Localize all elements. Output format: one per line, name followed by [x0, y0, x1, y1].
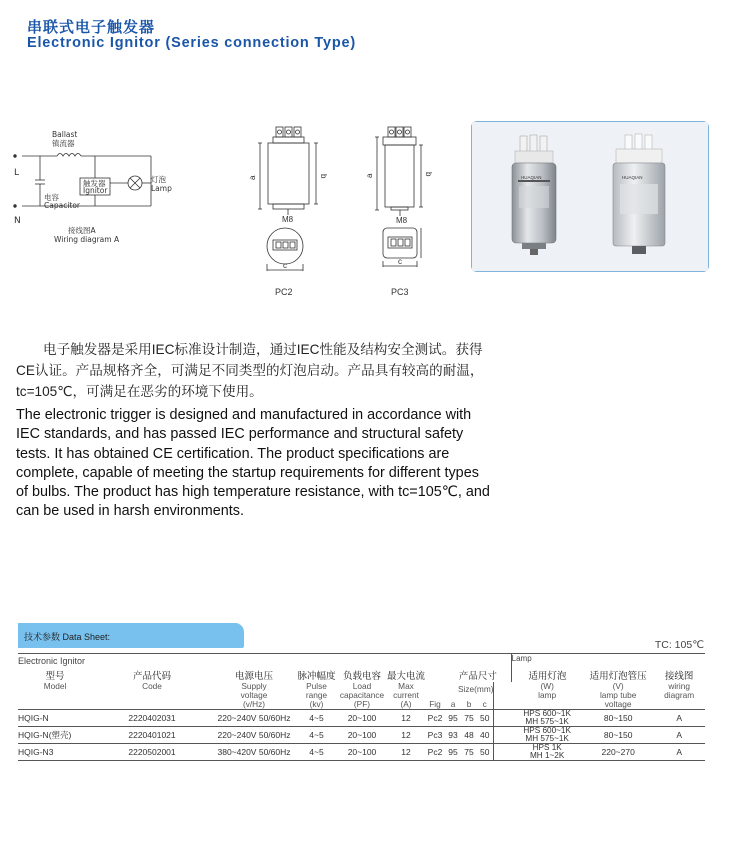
lamp-label-cn: 灯泡 [151, 175, 166, 184]
hdr-voltage-cn: 电源电压 [234, 670, 273, 682]
pc2-dim-a: a [248, 175, 257, 180]
pc3-dim-a: a [365, 173, 374, 178]
wiring-diagram [10, 125, 185, 250]
capacitor-label-en: Capacitor [44, 201, 81, 210]
wiring-caption-cn: 接线图A [68, 226, 96, 235]
cell-lamp: HPS 1K MH 1~2K [529, 743, 565, 760]
header-row-cn [18, 668, 705, 682]
cell-lamp: HPS 600~1K MH 575~1K [523, 726, 571, 743]
hdr-tubev-cn: 适用灯泡管压 [589, 670, 647, 682]
product-photo [471, 121, 709, 272]
cell-wiring: A [676, 713, 682, 723]
ignitor-label-en: Ignitor [83, 186, 108, 195]
cell-pulse: 4~5 [309, 747, 324, 757]
cell-fig: Pc3 [427, 730, 443, 740]
table-group-row [18, 654, 705, 668]
capacitor-label-cn: 电容 [44, 193, 59, 202]
brand-text-right: HUAQIAN [622, 175, 643, 180]
hdr-pulse-cn: 脉冲幅度 [297, 670, 336, 682]
hdr-fig: Fig [429, 699, 441, 709]
table-row [18, 727, 705, 744]
hdr-load-en: Load capacitance (PF) [339, 680, 385, 709]
cell-load: 20~100 [347, 747, 377, 757]
cell-model: HQIG-N3 [18, 747, 54, 757]
hdr-c: c [477, 682, 493, 710]
table-row [18, 744, 705, 761]
cell-tubev: 80~150 [603, 713, 633, 723]
cell-model: HQIG-N [18, 713, 49, 723]
pc3-label: PC3 [391, 287, 409, 297]
hdr-model-en: Model [43, 680, 67, 691]
datasheet-tab [18, 623, 244, 648]
cell-a: 95 [448, 747, 458, 757]
cell-pulse: 4~5 [309, 730, 324, 740]
page-title-cn: 串联式电子触发器 [27, 19, 156, 36]
pc2-label: PC2 [275, 287, 293, 297]
cell-b: 75 [464, 713, 474, 723]
hdr-model-cn: 型号 [45, 670, 65, 682]
hdr-size-en: Size(mm) [458, 684, 494, 694]
cell-tubev: 80~150 [603, 730, 633, 740]
cell-wiring: A [676, 747, 682, 757]
datasheet-tab-label: 技术参数 Data Sheet: [24, 632, 111, 642]
lamp-label-en: Lamp [151, 184, 172, 193]
pc2-dim-c: c [283, 261, 287, 270]
cell-voltage: 220~240V 50/60Hz [217, 713, 291, 723]
cell-voltage: 220~240V 50/60Hz [217, 730, 291, 740]
cell-current: 12 [401, 730, 411, 740]
pc3-outline-drawing [363, 124, 438, 299]
hdr-code-cn: 产品代码 [132, 670, 171, 682]
cell-current: 12 [401, 713, 411, 723]
cell-c: 50 [477, 710, 493, 727]
hdr-tubev-en: (V) lamp tube voltage [599, 680, 637, 709]
cell-a: 95 [448, 713, 458, 723]
hdr-current-cn: 最大电流 [387, 670, 426, 682]
cell-b: 48 [464, 730, 474, 740]
cell-code: 2220402031 [128, 713, 176, 723]
line-n-label: N [14, 216, 21, 226]
spec-table [18, 653, 705, 761]
cell-code: 2220401021 [128, 730, 176, 740]
tc-rating: TC: 105℃ [654, 639, 704, 651]
line-l-label: L [14, 168, 20, 178]
pc2-thread: M8 [282, 215, 294, 224]
hdr-lamp-en: (W) lamp [538, 680, 557, 700]
brand-text-left: HUAQIAN [521, 175, 542, 180]
description-en: The electronic trigger is designed and manufactured in accordance with IEC standards, and has passed IEC performance and structural safety tests. It has obtained CE certification. The product specifications are complete, capable of meeting the startup requirements for different types of bulbs. The product has high temperature resistance, with tc=105℃, and can be used in harsh environments. [16, 407, 490, 520]
page-title-en: Electronic Ignitor (Series connection Type) [27, 35, 357, 51]
pc3-thread: M8 [396, 216, 408, 225]
hdr-pulse-en: Pulse range (kv) [305, 680, 328, 709]
hdr-wiring-en: wiring diagram [664, 680, 695, 700]
cell-load: 20~100 [347, 730, 377, 740]
ballast-label-cn: 镇流器 [52, 139, 75, 148]
hdr-wiring-cn: 接线图 [664, 670, 694, 682]
table-row [18, 710, 705, 727]
cell-lamp: HPS 600~1K MH 575~1K [523, 709, 571, 726]
pc3-dim-b: b [424, 172, 433, 177]
pc2-dim-b: b [319, 174, 328, 179]
cell-c: 50 [477, 744, 493, 761]
hdr-voltage-en: Supply voltage (v/Hz) [240, 680, 268, 709]
hdr-size-cn: 产品尺寸 [445, 668, 511, 682]
group-ignitor-label: Electronic Ignitor [18, 654, 511, 668]
ballast-label-en: Ballast [52, 130, 78, 139]
ignitor-label-cn: 触发器 [83, 179, 106, 188]
hdr-load-cn: 负载电容 [342, 670, 381, 682]
cell-c: 40 [477, 727, 493, 744]
group-lamp-label: Lamp [511, 654, 532, 663]
cell-code: 2220502001 [128, 747, 176, 757]
cell-load: 20~100 [347, 713, 377, 723]
cell-fig: Pc2 [427, 747, 443, 757]
hdr-lamp-cn: 适用灯泡 [528, 670, 567, 682]
cell-wiring: A [676, 730, 682, 740]
cell-b: 75 [464, 747, 474, 757]
pc2-outline-drawing [248, 124, 328, 299]
description-cn: 电子触发器是采用IEC标准设计制造，通过IEC性能及结构安全测试。获得CE认证。产品规格齐全，可满足不同类型的灯泡启动。产品具有较高的耐温，tc=105℃，可满足在恶劣的环境下使用。 [16, 342, 484, 399]
pc3-dim-c: c [398, 257, 402, 266]
hdr-current-en: Max current (A) [393, 680, 419, 709]
cell-current: 12 [401, 747, 411, 757]
hdr-a: a [450, 699, 456, 709]
cell-fig: Pc2 [427, 713, 443, 723]
hdr-size-en-cell [493, 682, 511, 710]
cell-pulse: 4~5 [309, 713, 324, 723]
cylinder-ignitor-image [512, 135, 556, 255]
cell-voltage: 380~420V 50/60Hz [217, 747, 291, 757]
square-ignitor-image [613, 134, 665, 254]
wiring-caption-en: Wiring diagram A [54, 235, 120, 244]
hdr-b: b [466, 699, 472, 709]
cell-a: 93 [448, 730, 458, 740]
hdr-code-en: Code [142, 680, 162, 691]
cell-tubev: 220~270 [601, 747, 635, 757]
header-row-en [18, 682, 705, 710]
cell-model: HQIG-N(塑壳) [18, 730, 72, 740]
